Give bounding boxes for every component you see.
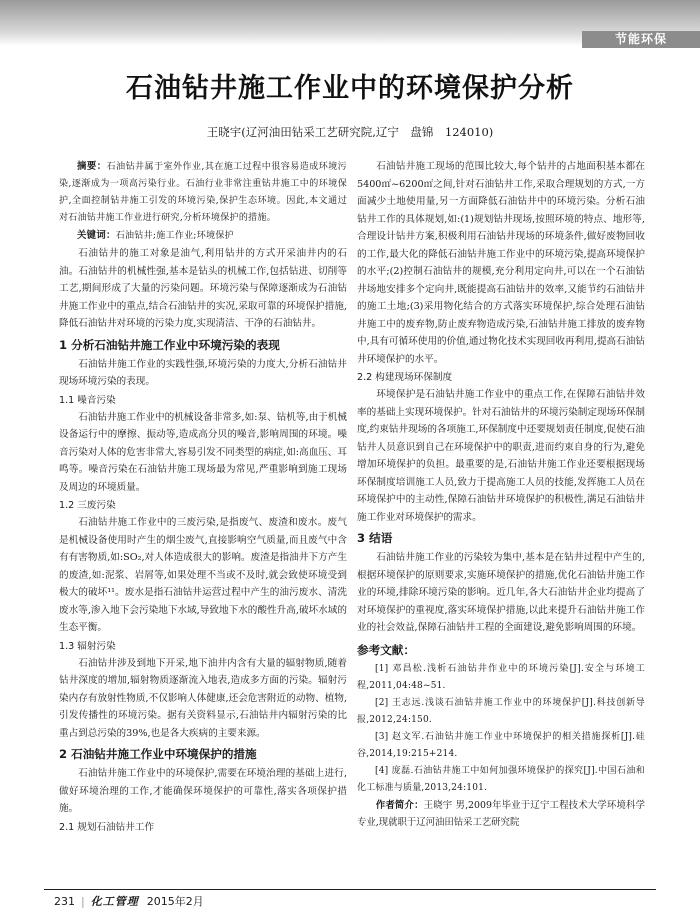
author-bio-text: 王晓宇 男,2009年毕业于辽宁工程技术大学环境科学专业,现就职于辽河油田钻采工艺研究院 (357, 799, 645, 828)
footer-rule (44, 889, 656, 890)
section-2-2-text: 环境保护是石油钻井施工作业中的重点工作,在保障石油钻井效率的基础上实现环境保护。针对石油钻井的环境污染制定现场环保制度,约束钻井现场的各项施工,环保制度中还要规划责任制度,促使石油钻井人员意识到自己在环境保护中的职责,进而约束自身的行为,避免增加环境保护的负担。最重要的是,石油钻井施工作业还要根据现场环保制度培训施工人员,致力于提高施工人员的技能,发挥施工人员在环境保护中的主动性,保障石油钻井环境保护的积极性,满足石油钻井施工作业对环境保护的需求。 (357, 389, 645, 523)
section-2-text: 石油钻井施工作业中的环境保护,需要在环境治理的基础上进行,做好环境治理的工作,才能确保环境保护的可靠性,落实各项保护措施。 (59, 768, 347, 814)
section-2-1-heading: 2.1 规划石油钻井工作 (59, 821, 155, 833)
section-3-heading: 3 结语 (357, 531, 393, 545)
section-1-text: 石油钻井施工作业的实践性强,环境污染的力度大,分析石油钻井现场环境污染的表现。 (59, 358, 347, 387)
section-1-1-heading: 1.1 噪音污染 (59, 394, 116, 406)
section-1-3-heading: 1.3 辐射污染 (59, 640, 116, 652)
author-bio-label: 作者简介： (375, 799, 424, 811)
keywords-text: 石油钻井;施工作业;环境保护 (115, 231, 234, 241)
journal-name: 化工管理 (90, 895, 139, 908)
section-1-1-text: 石油钻井施工作业中的机械设备非常多,如:泵、钻机等,由于机械设备运行中的摩擦、振动等,造成高分贝的噪音,影响周围的环境。噪音污染对人体的危害非常大,容易引发不同类型的病症,如:高血压、耳鸣等。噪音污染在石油钻井施工现场最为常见,严重影响到施工现场及周边的环境质量。 (59, 411, 347, 493)
references-heading: 参考文献： (357, 642, 415, 657)
abstract (59, 158, 347, 227)
section-1-2-text: 石油钻井施工作业中的三废污染,是指废气、废渣和废水。废气是机械设备使用时产生的烟尘废气,直接影响空气质量,而且废气中含有有害物质,如:SO₂,对人体造成很大的影响。废渣是指油井下方产生的废渣,如:泥浆、岩屑等,如果处理不当或不及时,就会致使环境受到极大的破坏¹¹。废水是指石油钻井运营过程中产生的油污废水、清洗废水等,渗入地下会污染地下水域,导致地下水的酸性升高,破坏水域的生态平衡。 (59, 517, 347, 633)
article-title: 石油钻井施工作业中的环境保护分析 (126, 73, 574, 104)
section-2-heading: 2 石油钻井施工作业中环境保护的措施 (59, 747, 257, 761)
reference-item: [1] 邓昌松.浅析石油钻井作业中的环境污染[J].安全与环境工程,2011,04:48~51. (357, 663, 645, 691)
author-bio (357, 797, 645, 831)
author-line: 王晓宇(辽河油田钻采工艺研究院,辽宁 盘锦 124010) (206, 125, 494, 139)
page-number: 231 (54, 895, 75, 908)
keywords (59, 227, 347, 245)
section-3-text: 石油钻井施工作业的污染较为集中,基本是在钻井过程中产生的,根据环境保护的原则要求,实施环境保护的措施,优化石油钻井施工作业的环境,排除环境污染的影响。近几年,各大石油钻井企业均提高了对环境保护的重视度,落实环境保护措施,以此来提升石油钻井施工作业的社会效益,保障石油钻井工程的全面建设,避免影响周围的环境。 (357, 552, 645, 633)
section-1-3-text: 石油钻井涉及到地下开采,地下油井内含有大量的辐射物质,随着钻井深度的增加,辐射物质逐渐流入地表,造成多方面的污染。辐射污染内存有放射性物质,不仅影响人体健康,还会危害附近的动物、植物,引发传播性的环境污染。据有关资料显示,石油钻井内辐射污染的比重占到总污染的39%,也是各大疾病的主要来源。 (59, 657, 347, 739)
section-2-2-heading: 2.2 构建现场环保制度 (357, 372, 453, 383)
intro-paragraph: 石油钻井的施工对象是油气,利用钻井的方式开采油井内的石油。石油钻井的机械性强,基本是钻头的机械工作,包括钻进、切削等工艺,期间形成了大量的污染问题。环境污染与保障逐渐成为石油钻井施工作业中的重点,结合石油钻井的实况,采取可靠的环境保护措施,降低石油钻井对环境的污染力度,实现清洁、干净的石油钻井。 (59, 248, 347, 329)
section-tag: 节能环保 (582, 31, 700, 48)
section-1-heading: 1 分析石油钻井施工作业中环境污染的表现 (59, 337, 280, 352)
section-1-2-heading: 1.2 三废污染 (59, 500, 116, 511)
abstract-label: 摘要： (77, 161, 107, 172)
keywords-label: 关键词： (77, 230, 116, 241)
right-column (357, 158, 645, 831)
section-2-1-text: 石油钻井施工现场的范围比较大,每个钻井的占地面积基本都在5400㎡~6200㎡之间,针对石油钻井工作,采取合理规划的方式,一方面减少土地使用量,另一方面降低石油钻井中的环境污染。分析石油钻井工作的具体规划,如:(1)规划钻井现场,按照环境的特点、地形等,合理设计钻井方案,积极利用石油钻井现场的环境条件,做好废物回收的工作,最大化的降低石油钻井施工作业中的环境污染,提高环境保护的水平;(2)控制石油钻井的规模,充分利用定向井,可以在一个石油钻井场地安排多个定向井,既能提高石油钻井的效率,又能节约石油钻井的施工土地;(3)采用物化结合的方式落实环境保护,综合处理石油钻井施工中的废弃物,防止废弃物造成污染,石油钻井施工排放的废弃物中,具有可循环使用的价值,通过物化技术实现回收再利用,提高石油钻井环境保护的水平。 (357, 161, 645, 365)
reference-item: [2] 王志远.浅谈石油钻井施工作业中的环境保护[J].科技创新导报,2012,24:150. (357, 697, 645, 725)
page-footer (54, 893, 204, 909)
footer-separator: | (81, 895, 85, 908)
reference-item: [4] 庞磊.石油钻井施工中如何加强环境保护的探究[J].中国石油和化工标准与质量,2013,24:101. (357, 765, 645, 793)
issue-date: 2015年2月 (146, 895, 204, 908)
left-column (59, 158, 347, 836)
abstract-text: 石油钻井属于室外作业,其在施工过程中很容易造成环境污染,逐渐成为一项高污染行业。石油行业非常注重钻井施工中的环境保护,全面控制钻井施工引发的环境污染,保护生态环境。因此,本文通过对石油钻井施工作业进行研究,分析环境保护的措施。 (59, 162, 347, 223)
reference-item: [3] 赵文军.石油钻井施工作业中环境保护的相关措施探析[J].硅谷,2014,19:215+214. (357, 731, 645, 759)
